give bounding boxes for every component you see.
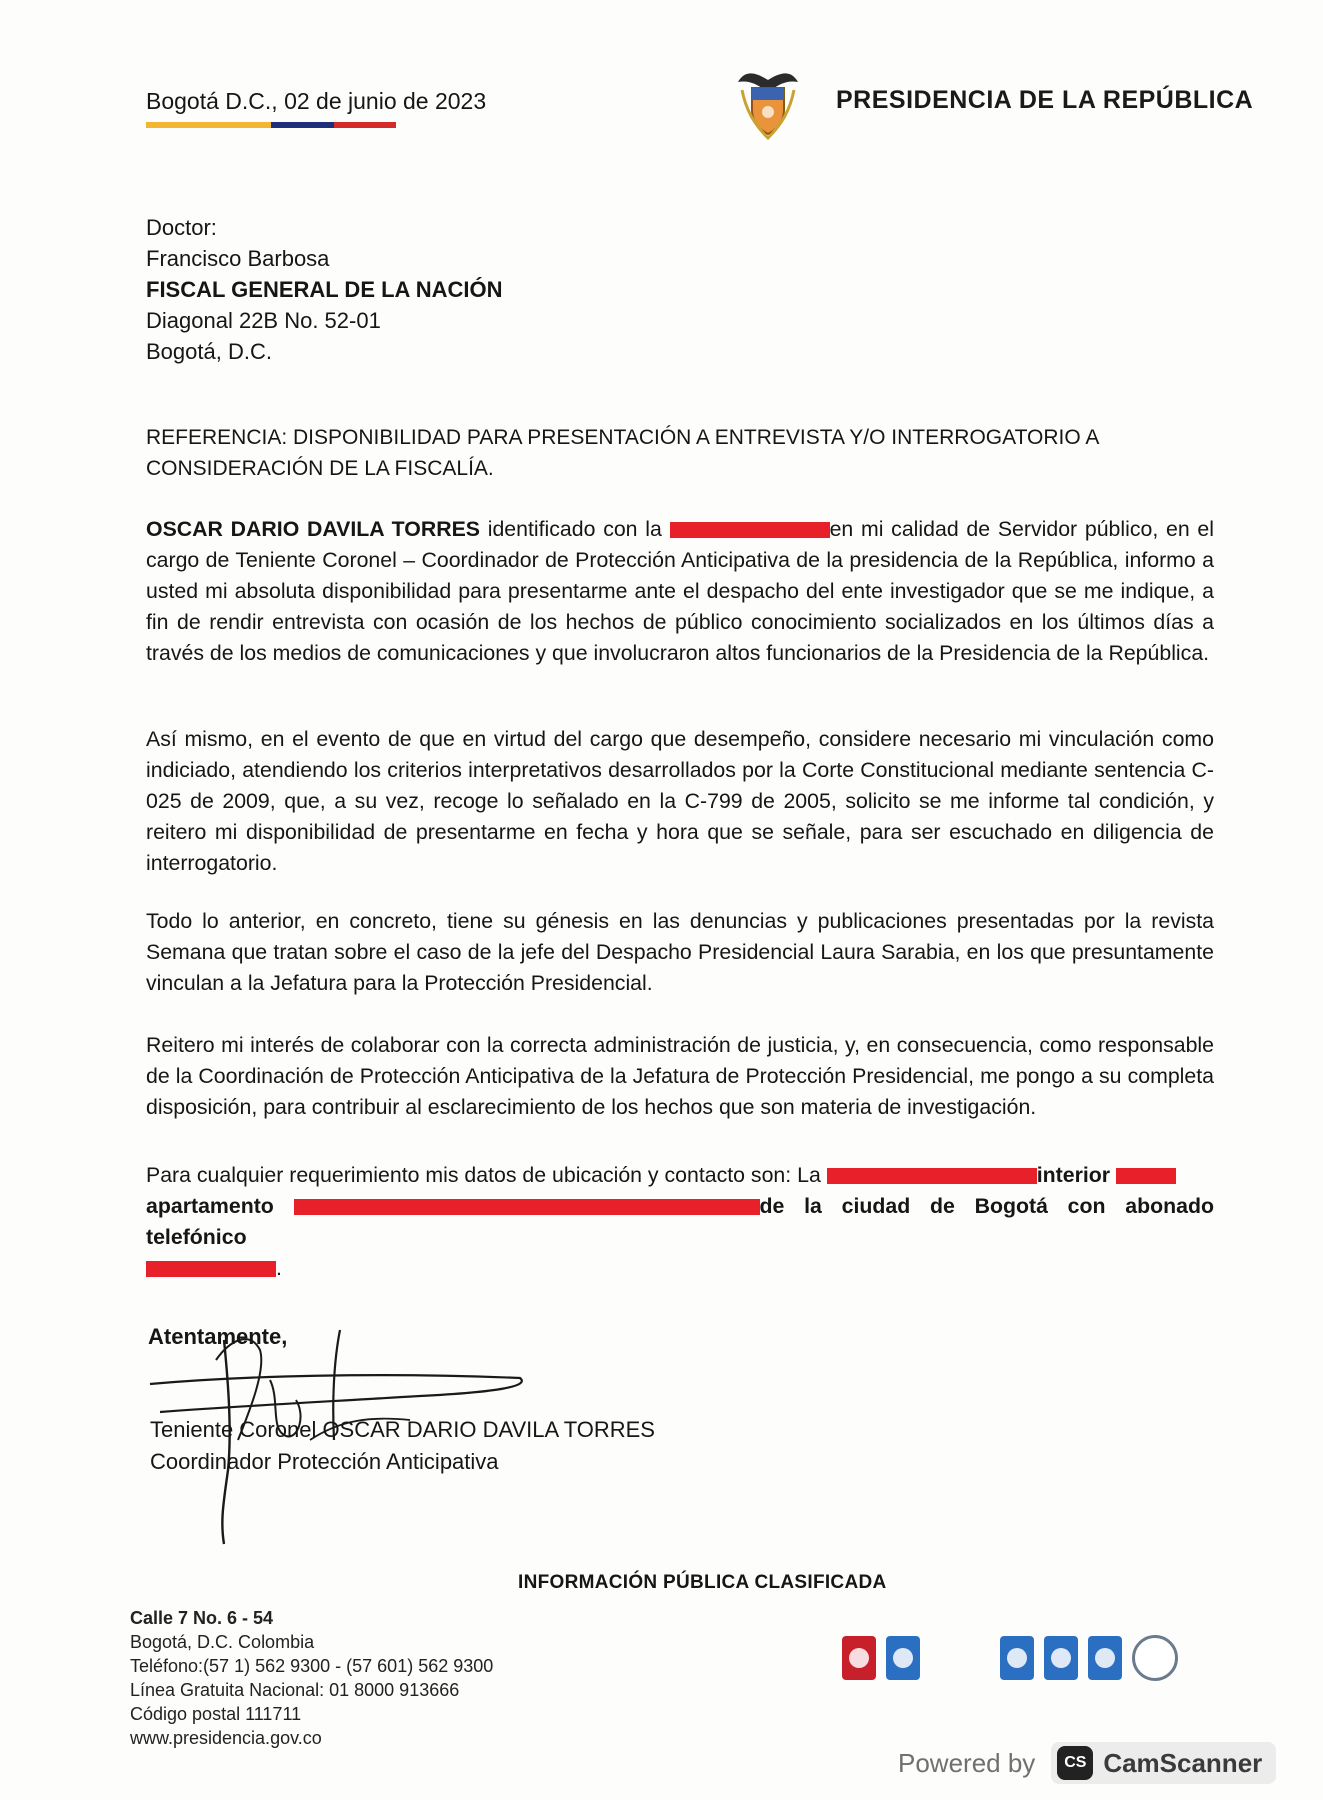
certification-seal-icon	[1132, 1635, 1178, 1681]
paragraph-1-intro: identificado con la	[479, 517, 670, 541]
footer-city: Bogotá, D.C. Colombia	[130, 1632, 315, 1652]
redacted-address	[827, 1168, 1037, 1184]
paragraph-5	[146, 1160, 1214, 1284]
sender-name: OSCAR DARIO DAVILA TORRES	[146, 517, 480, 541]
footer-web: www.presidencia.gov.co	[130, 1728, 322, 1748]
institution-name: PRESIDENCIA DE LA REPÚBLICA	[836, 86, 1254, 114]
paragraph-4: Reitero mi interés de colaborar con la correcta administración de justicia, y, en consecuencia, como responsable de la Coordinación de Protección Anticipativa de la Jefatura de Protección Presidencial, me pongo a su completa disposición, para contribuir al esclarecimiento de los hechos que son materia de investigación.	[146, 1033, 1214, 1119]
camscanner-name: CamScanner	[1103, 1747, 1263, 1778]
certification-badge-icon	[930, 1641, 990, 1675]
closing: Atentamente,	[148, 1324, 288, 1349]
watermark-powered-by: Powered by	[898, 1747, 1036, 1778]
certification-badge-icon	[1000, 1636, 1034, 1680]
contact-intro: Para cualquier requerimiento mis datos de ubicación y contacto son: La	[146, 1163, 827, 1187]
signature-block	[150, 1414, 655, 1478]
paragraph-1-text: en mi calidad de Servidor público, en el cargo de Teniente Coronel – Coordinador de Protección Anticipativa de la presidencia de la República, informo a usted mi absoluta disponibilidad para presentarme ante el despacho del ente investigador que se me indique, a fin de rendir entrevista con ocasión de los hechos de público conocimiento socializados en los últimos días a través de los medios de comunicaciones y que involucraron altos funcionarios de la Presidencia de la República.	[146, 517, 1214, 665]
addressee-title: FISCAL GENERAL DE LA NACIÓN	[146, 277, 503, 302]
coat-of-arms-icon	[732, 60, 804, 140]
footer-contact	[130, 1606, 493, 1750]
letter-date: Bogotá D.C., 02 de junio de 2023	[146, 88, 487, 114]
contact-end: .	[276, 1256, 282, 1280]
paragraph-2: Así mismo, en el evento de que en virtud del cargo que desempeño, considere necesario mi vinculación como indiciado, atendiendo los criterios interpretativos desarrollados por la Corte Constitucional mediante sentencia C- 025 de 2009, que, a su vez, recoge lo señalado en la C-799 de 2005, solicito se me informe tal condición, y reitero mi disponibilidad de presentarme en fecha y hora que se señale, para ser escuchado en diligencia de interrogatorio.	[146, 727, 1214, 875]
certification-logos	[842, 1618, 1182, 1698]
footer-phone: Teléfono:(57 1) 562 9300 - (57 601) 562 9300	[130, 1656, 494, 1676]
camscanner-badge	[1051, 1742, 1276, 1784]
contact-apartment: apartamento	[146, 1194, 294, 1218]
contact-city: de la ciudad de Bogotá con abonado telefónico	[146, 1194, 1214, 1249]
salutation: Doctor:	[146, 215, 217, 240]
addressee-block	[146, 212, 503, 367]
certification-badge-icon	[842, 1636, 876, 1680]
paragraph-3: Todo lo anterior, en concreto, tiene su génesis en las denuncias y publicaciones presentadas por la revista Semana que tratan sobre el caso de la jefe del Despacho Presidencial Laura Sarabia, en los que presuntamente vinculan a la Jefatura para la Protección Presidencial.	[146, 909, 1214, 995]
signer-name: Teniente Coronel OSCAR DARIO DAVILA TORRES	[150, 1417, 655, 1442]
addressee-name: Francisco Barbosa	[146, 246, 330, 271]
footer-postal: Código postal 111711	[130, 1704, 302, 1724]
redacted-id	[670, 522, 830, 538]
reference-line: REFERENCIA: DISPONIBILIDAD PARA PRESENTACIÓN A ENTREVISTA Y/O INTERROGATORIO A CONSIDERACIÓN DE LA FISCALÍA.	[146, 426, 1099, 480]
paragraph-1	[146, 514, 1214, 669]
flag-color-bar	[146, 122, 396, 128]
addressee-address: Diagonal 22B No. 52-01	[146, 308, 381, 333]
contact-interior: interior	[1036, 1163, 1116, 1187]
certification-badge-icon	[1088, 1636, 1122, 1680]
redacted-phone	[146, 1261, 276, 1277]
addressee-city: Bogotá, D.C.	[146, 339, 272, 364]
scanner-watermark	[898, 1740, 1276, 1786]
footer-address: Calle 7 No. 6 - 54	[130, 1608, 274, 1628]
signer-position: Coordinador Protección Anticipativa	[150, 1449, 499, 1474]
classification-label: INFORMACIÓN PÚBLICA CLASIFICADA	[518, 1572, 887, 1593]
redacted-interior	[1116, 1168, 1176, 1184]
footer-toll-free: Línea Gratuita Nacional: 01 8000 913666	[130, 1680, 460, 1700]
certification-badge-icon	[886, 1636, 920, 1680]
camscanner-logo-icon: CS	[1057, 1746, 1093, 1780]
redacted-apartment	[294, 1199, 760, 1215]
certification-badge-icon	[1044, 1636, 1078, 1680]
